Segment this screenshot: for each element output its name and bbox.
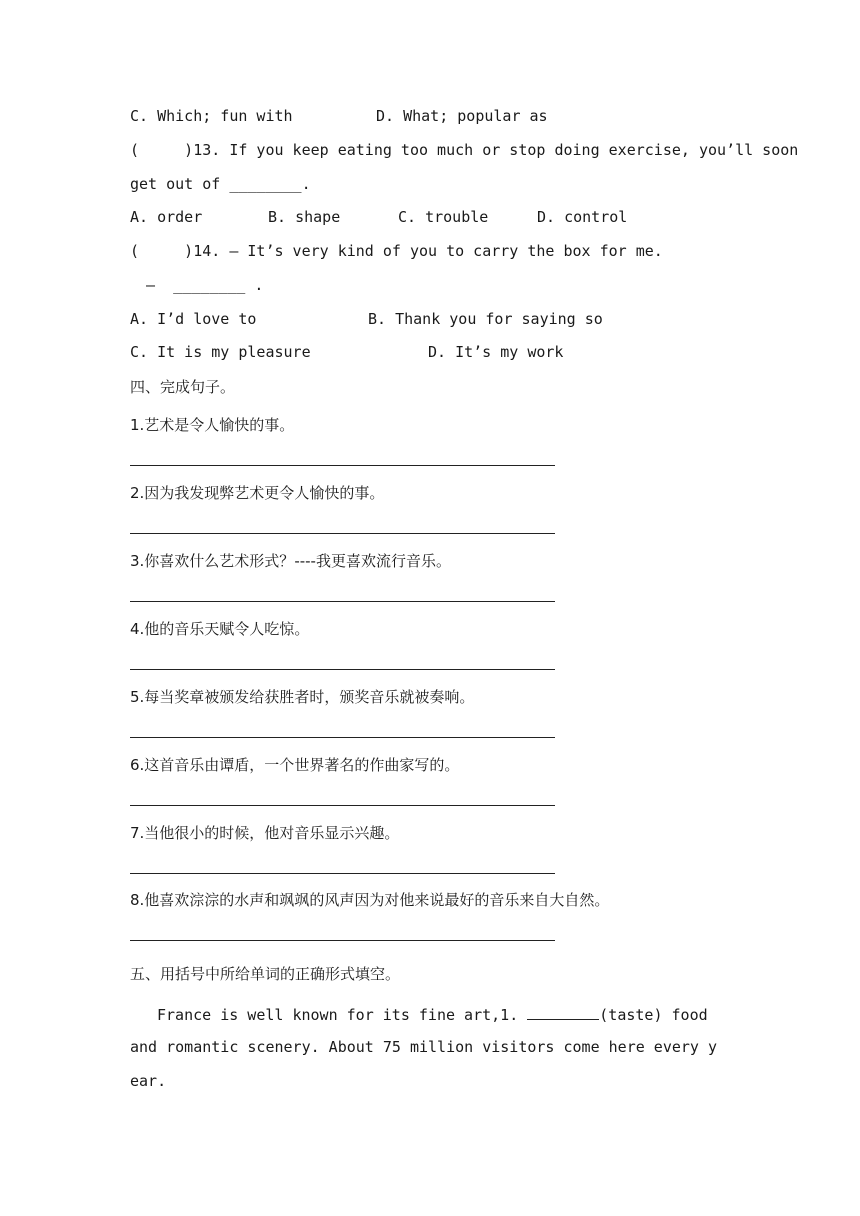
sentence-item-6: 6.这首音乐由谭盾，一个世界著名的作曲家写的。 — [130, 756, 460, 774]
q14-stem — [130, 241, 663, 261]
q14-reply — [146, 275, 263, 295]
passage-line-2: and romantic scenery. About 75 million visitors come here every y — [130, 1038, 717, 1056]
q14-stem-text: 14. — It’s very kind of you to carry the box for me. — [193, 242, 663, 260]
sentence-item-2: 2.因为我发现弊艺术更令人愉快的事。 — [130, 484, 385, 502]
sentence-item-3: 3.你喜欢什么艺术形式？----我更喜欢流行音乐。 — [130, 552, 451, 570]
sentence-item-1: 1.艺术是令人愉快的事。 — [130, 416, 295, 434]
answer-line-7[interactable] — [130, 873, 555, 874]
q14-blank: ________ — [173, 276, 246, 294]
answer-line-8[interactable] — [130, 940, 555, 941]
q13-blank: ________ — [229, 175, 302, 193]
q13-stem — [130, 140, 798, 160]
answer-line-3[interactable] — [130, 601, 555, 602]
sentence-item-4: 4.他的音乐天赋令人吃惊。 — [130, 620, 310, 638]
q14-reply-end: . — [245, 276, 264, 294]
q13-stem-line2 — [130, 174, 311, 194]
sentence-item-5: 5.每当奖章被颁发给获胜者时，颁奖音乐就被奏响。 — [130, 688, 475, 706]
q13-stem-end: . — [301, 175, 311, 193]
passage-line-1 — [157, 1003, 708, 1025]
answer-line-5[interactable] — [130, 737, 555, 738]
q13-option-d: D. control — [537, 208, 628, 226]
passage-text: France is well known for its fine art,1. — [157, 1006, 528, 1024]
section-4-title: 四、完成句子。 — [130, 378, 236, 396]
q13-option-a: A. order — [130, 208, 203, 226]
q14-option-c: C. It is my pleasure — [130, 343, 311, 361]
answer-line-1[interactable] — [130, 465, 555, 466]
q13-stem-text: get out of — [130, 175, 230, 193]
answer-line-6[interactable] — [130, 805, 555, 806]
section-5-title: 五、用括号中所给单词的正确形式填空。 — [130, 965, 401, 983]
q14-option-d: D. It’s my work — [428, 343, 564, 361]
q12-option-d: D. What; popular as — [376, 107, 548, 125]
q12-option-c: C. Which; fun with — [130, 107, 293, 125]
q14-option-a: A. I’d love to — [130, 310, 257, 328]
q13-stem-line1: 13. If you keep eating too much or stop doing exercise, you’ll soon — [193, 141, 799, 159]
sentence-item-8: 8.他喜欢淙淙的水声和飒飒的风声因为对他来说最好的音乐来自大自然。 — [130, 891, 610, 909]
fill-blank-1[interactable] — [527, 1003, 599, 1020]
passage-line-3: ear. — [130, 1072, 167, 1090]
q13-answer-paren[interactable]: ( ) — [130, 141, 194, 159]
sentence-item-7: 7.当他很小的时候，他对音乐显示兴趣。 — [130, 824, 400, 842]
answer-line-2[interactable] — [130, 533, 555, 534]
q13-option-b: B. shape — [268, 208, 341, 226]
passage-text-hint: (taste) food — [599, 1006, 708, 1024]
answer-line-4[interactable] — [130, 669, 555, 670]
q14-answer-paren[interactable]: ( ) — [130, 242, 194, 260]
q14-option-b: B. Thank you for saying so — [368, 310, 603, 328]
q13-option-c: C. trouble — [398, 208, 489, 226]
q14-reply-dash: — — [146, 276, 174, 294]
